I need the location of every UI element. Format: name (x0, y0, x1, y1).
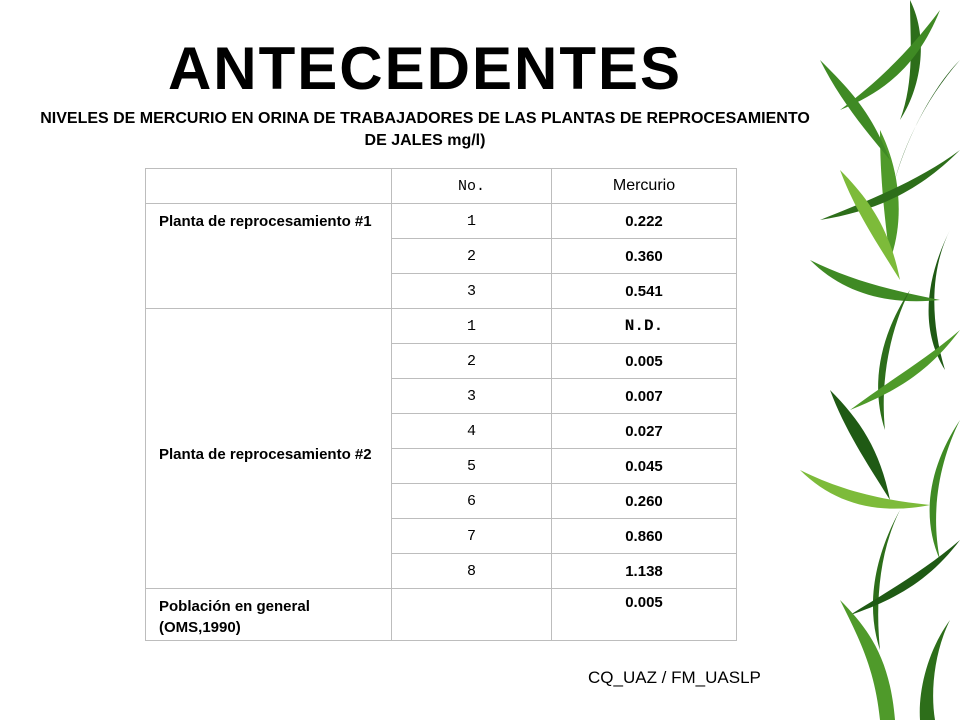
table-header-row (146, 169, 737, 204)
bamboo-leaves-decoration (780, 0, 960, 720)
row-value: 0.360 (552, 239, 737, 274)
table-subtitle: NIVELES DE MERCURIO EN ORINA DE TRABAJADORES DE LAS PLANTAS DE REPROCESAMIENTO DE JALES mg/l) (40, 110, 810, 149)
plant-1-label: Planta de reprocesamiento #1 (146, 204, 392, 309)
row-value: 0.005 (552, 589, 737, 641)
header-cell-empty (146, 169, 392, 204)
plant-2-label: Planta de reprocesamiento #2 (146, 309, 392, 589)
row-no (392, 589, 552, 641)
row-no: 1 (392, 204, 552, 239)
page-title: ANTECEDENTES (167, 35, 683, 102)
general-population-label: Población en general (OMS,1990) (146, 589, 392, 641)
row-value: 0.860 (552, 519, 737, 554)
row-no: 3 (392, 274, 552, 309)
table-row (146, 204, 737, 239)
row-no: 8 (392, 554, 552, 589)
row-value: 1.138 (552, 554, 737, 589)
row-value: N.D. (552, 309, 737, 344)
row-no: 7 (392, 519, 552, 554)
row-no: 5 (392, 449, 552, 484)
header-mercurio: Mercurio (552, 169, 737, 204)
row-no: 2 (392, 344, 552, 379)
row-no: 2 (392, 239, 552, 274)
row-value: 0.045 (552, 449, 737, 484)
row-no: 6 (392, 484, 552, 519)
footer-credit: CQ_UAZ / FM_UASLP (588, 668, 761, 687)
row-no: 3 (392, 379, 552, 414)
table-row-general-population (146, 589, 737, 641)
row-value: 0.260 (552, 484, 737, 519)
bamboo-leaf-icon (800, 0, 960, 720)
row-no: 1 (392, 309, 552, 344)
row-value: 0.541 (552, 274, 737, 309)
mercury-table (145, 168, 737, 641)
row-no: 4 (392, 414, 552, 449)
row-value: 0.005 (552, 344, 737, 379)
header-no: No. (392, 169, 552, 204)
row-value: 0.027 (552, 414, 737, 449)
row-value: 0.007 (552, 379, 737, 414)
table-row (146, 309, 737, 344)
row-value: 0.222 (552, 204, 737, 239)
